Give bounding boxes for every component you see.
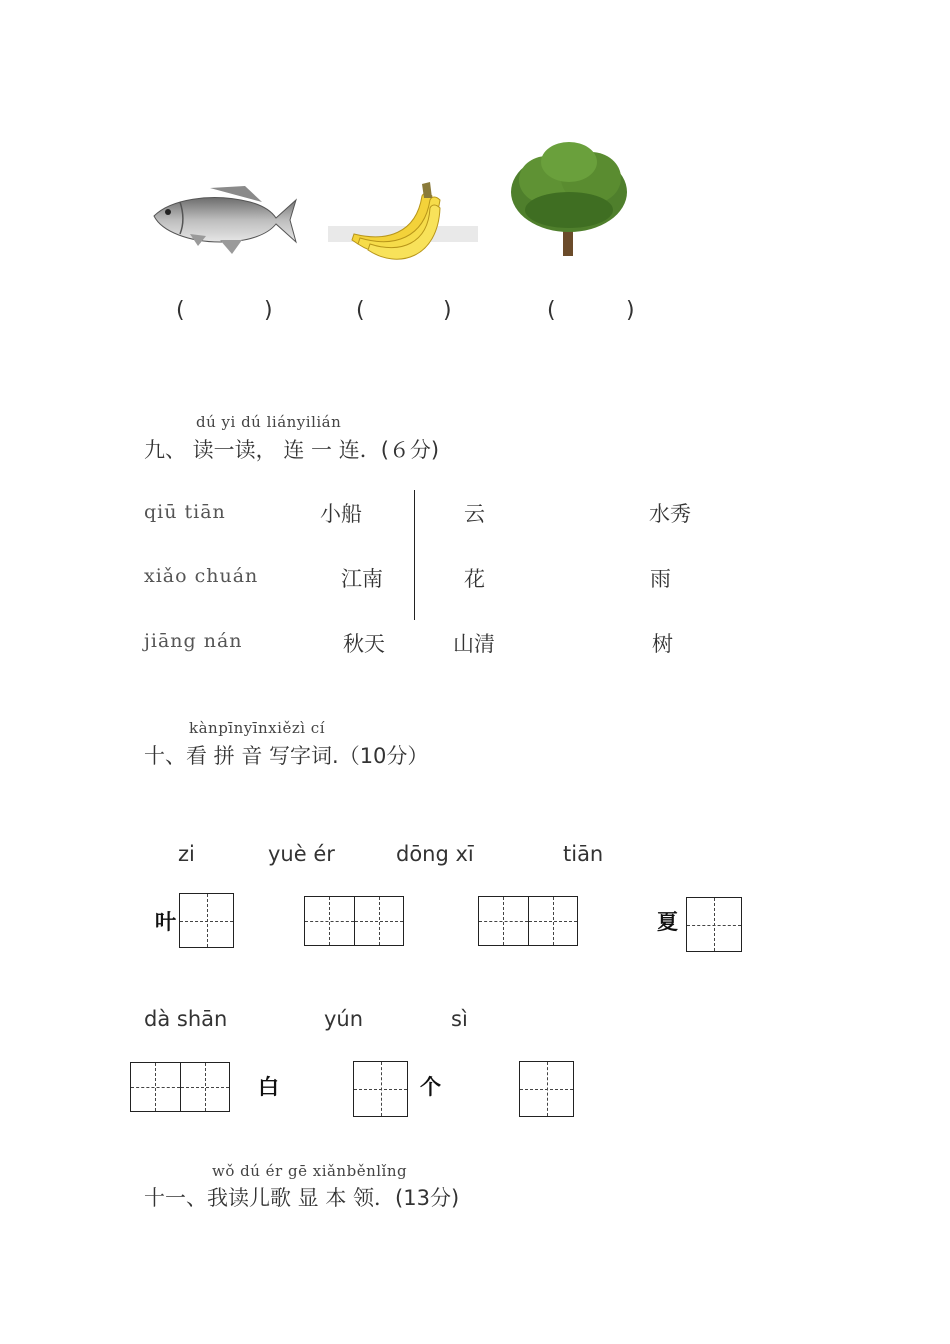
- section9-word-yu: 雨: [650, 567, 671, 591]
- writing-grid-tian[interactable]: [686, 897, 742, 952]
- writing-grid-yueer[interactable]: [304, 896, 404, 946]
- section9-title: 九、 读一读， 连 一 连．(６分): [144, 438, 440, 462]
- section10-title: 十、看 拼 音 写字词.（10分）: [144, 744, 429, 768]
- section11-title: 十一、我读儿歌 显 本 领．(13分): [144, 1186, 460, 1210]
- fish-image: [150, 180, 300, 260]
- section9-pinyin-xiaochuan: xiǎo chuán: [144, 565, 259, 587]
- tree-answer-paren-right: ): [626, 298, 635, 323]
- section10-pinyin-tian: tiān: [563, 842, 604, 866]
- writing-grid-zi[interactable]: [179, 893, 234, 948]
- banana-image: [328, 178, 480, 268]
- section9-word-hua: 花: [464, 567, 485, 591]
- banana-answer-paren-right: ): [443, 298, 452, 323]
- section10-pinyin-yueer: yuè ér: [268, 842, 335, 866]
- banana-answer-paren-left: (: [356, 298, 365, 323]
- section10-pinyin-yun: yún: [324, 1007, 364, 1031]
- tree-image: [507, 140, 632, 260]
- section9-word-qiutian: 秋天: [343, 632, 385, 656]
- writing-grid-dashan[interactable]: [130, 1062, 230, 1112]
- section9-word-xiaochuan: 小船: [320, 502, 362, 526]
- section10-pinyin-zi: zi: [178, 842, 195, 866]
- section9-word-jiangnan: 江南: [341, 567, 383, 591]
- section10-pinyin: kànpīnyīnxiězì cí: [189, 719, 325, 737]
- section9-word-shuixiu: 水秀: [649, 502, 691, 526]
- section10-pinyin-si: sì: [451, 1007, 468, 1031]
- section9-pinyin-jiangnan: jiāng nán: [144, 630, 243, 652]
- section9-divider-line: [414, 490, 415, 620]
- tree-answer-paren-left: (: [547, 298, 556, 323]
- section9-pinyin-qiutian: qiū tiān: [144, 501, 226, 523]
- section9-word-shu: 树: [652, 632, 673, 656]
- fish-answer-paren-left: (: [176, 298, 185, 323]
- section10-char-bai: 白: [258, 1075, 279, 1099]
- section9-word-yun: 云: [464, 502, 485, 526]
- section10-char-ye: 叶: [155, 910, 176, 934]
- section11-pinyin: wǒ dú ér gē xiǎnběnlǐng: [212, 1162, 408, 1180]
- writing-grid-dongxi[interactable]: [478, 896, 578, 946]
- section10-char-xia: 夏: [657, 910, 678, 934]
- fish-answer-paren-right: ): [264, 298, 273, 323]
- section9-pinyin: dú yi dú liányilián: [196, 413, 342, 431]
- section10-pinyin-dongxi: dōng xī: [396, 842, 474, 866]
- section10-char-ge: 个: [420, 1075, 441, 1099]
- writing-grid-yun[interactable]: [353, 1061, 408, 1117]
- writing-grid-si[interactable]: [519, 1061, 574, 1117]
- section9-word-shanqing: 山清: [453, 632, 495, 656]
- section10-pinyin-dashan: dà shān: [144, 1007, 228, 1031]
